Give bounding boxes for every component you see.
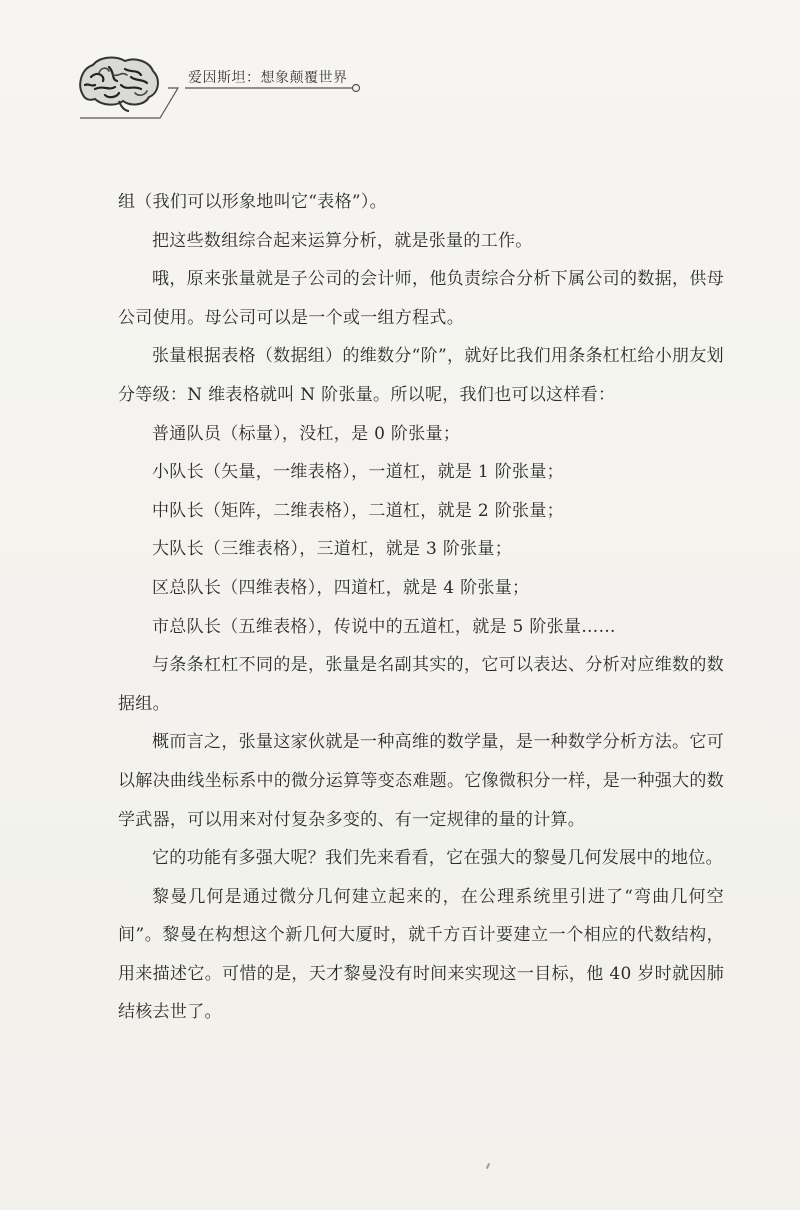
list-item: 区总队长（四维表格），四道杠，就是 4 阶张量； xyxy=(152,577,530,598)
running-header xyxy=(0,0,800,140)
list-item: 大队长（三维表格），三道杠，就是 3 阶张量； xyxy=(152,539,513,560)
paragraph: 哦，原来张量就是子公司的会计师，他负责综合分析下属公司的数据，供母公司使用。母公司可以是一个或一组方程式。 xyxy=(118,269,724,328)
list-item: 市总队长（五维表格），传说中的五道杠，就是 5 阶张量…… xyxy=(152,616,616,637)
book-title: 爱因斯坦：想象颠覆世界 xyxy=(188,70,348,86)
paragraph: 它的功能有多强大呢？我们先来看看，它在强大的黎曼几何发展中的地位。 xyxy=(152,848,723,869)
paragraph: 概而言之，张量这家伙就是一种高维的数学量，是一种数学分析方法。它可以解决曲线坐标系中的微分运算等变态难题。它像微积分一样，是一种强大的数学武器，可以用来对付复杂多变的、有一定规律的量的计算。 xyxy=(118,732,724,830)
paragraph: 张量根据表格（数据组）的维数分“阶”，就好比我们用条条杠杠给小朋友划分等级：N 维表格就叫 N 阶张量。所以呢，我们也可以这样看： xyxy=(118,346,724,405)
paragraph: 黎曼几何是通过微分几何建立起来的，在公理系统里引进了“弯曲几何空间”。黎曼在构想这个新几何大厦时，就千方百计要建立一个相应的代数结构，用来描述它。可惜的是，天才黎曼没有时间来实现这一目标，他 40 岁时就因肺结核去世了。 xyxy=(118,886,724,1023)
list-item: 小队长（矢量，一维表格），一道杠，就是 1 阶张量； xyxy=(152,462,564,483)
brain-icon xyxy=(75,55,160,113)
body-text xyxy=(118,183,724,1032)
paragraph: 组（我们可以形象地叫它“表格”）。 xyxy=(118,192,387,212)
list-item: 普通队员（标量），没杠，是 0 阶张量； xyxy=(152,423,461,444)
paragraph: 与条条杠杠不同的是，张量是名副其实的，它可以表达、分析对应维数的数据组。 xyxy=(118,655,724,714)
list-item: 中队长（矩阵，二维表格），二道杠，就是 2 阶张量； xyxy=(152,500,564,521)
paper-speck xyxy=(486,1163,490,1169)
paragraph: 把这些数组综合起来运算分析，就是张量的工作。 xyxy=(152,230,533,251)
